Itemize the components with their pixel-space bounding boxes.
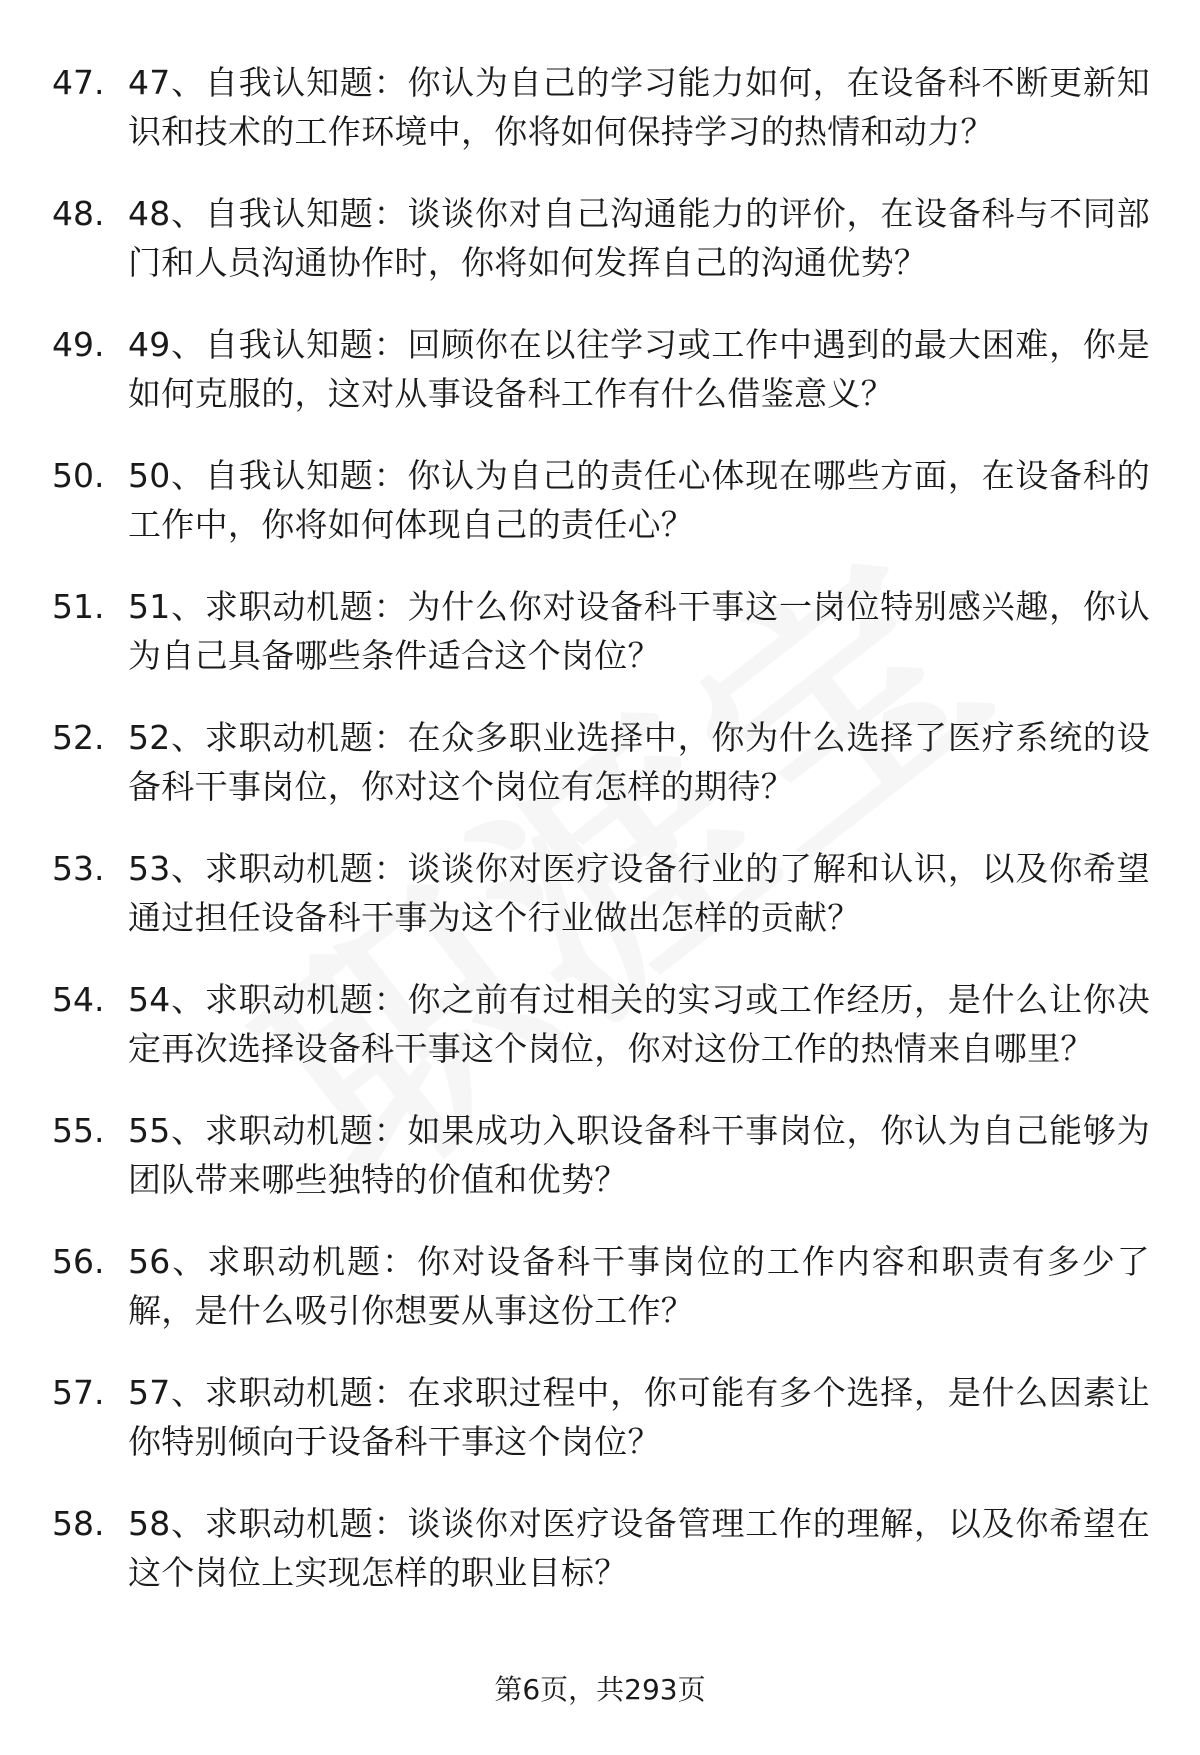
question-text: 53、求职动机题：谈谈你对医疗设备行业的了解和认识，以及你希望通过担任设备科干事为这个行业做出怎样的贡献？ [128, 849, 1150, 937]
question-number: 50. [52, 456, 105, 495]
question-number: 56. [52, 1242, 105, 1281]
question-text: 58、求职动机题：谈谈你对医疗设备管理工作的理解，以及你希望在这个岗位上实现怎样的职业目标？ [128, 1504, 1150, 1592]
question-text: 52、求职动机题：在众多职业选择中，你为什么选择了医疗系统的设备科干事岗位，你对这个岗位有怎样的期待？ [128, 718, 1150, 806]
question-number: 57. [52, 1373, 105, 1412]
question-item [0, 189, 1200, 287]
question-text: 56、求职动机题：你对设备科干事岗位的工作内容和职责有多少了解，是什么吸引你想要从事这份工作？ [128, 1242, 1150, 1330]
question-number: 58. [52, 1504, 105, 1543]
question-item [0, 844, 1200, 942]
question-item [0, 582, 1200, 680]
question-item [0, 451, 1200, 549]
question-number: 47. [52, 63, 105, 102]
question-item [0, 713, 1200, 811]
question-number: 55. [52, 1111, 105, 1150]
question-text: 51、求职动机题：为什么你对设备科干事这一岗位特别感兴趣，你认为自己具备哪些条件适合这个岗位？ [128, 587, 1150, 675]
question-number: 49. [52, 325, 105, 364]
question-text: 47、自我认知题：你认为自己的学习能力如何，在设备科不断更新知识和技术的工作环境中，你将如何保持学习的热情和动力？ [128, 63, 1150, 151]
question-text: 55、求职动机题：如果成功入职设备科干事岗位，你认为自己能够为团队带来哪些独特的价值和优势？ [128, 1111, 1150, 1199]
question-item [0, 975, 1200, 1073]
question-item [0, 58, 1200, 156]
question-text: 57、求职动机题：在求职过程中，你可能有多个选择，是什么因素让你特别倾向于设备科干事这个岗位？ [128, 1373, 1150, 1461]
question-text: 49、自我认知题：回顾你在以往学习或工作中遇到的最大困难，你是如何克服的，这对从事设备科工作有什么借鉴意义？ [128, 325, 1150, 413]
question-item [0, 1237, 1200, 1335]
question-item [0, 1106, 1200, 1204]
question-number: 53. [52, 849, 105, 888]
question-number: 52. [52, 718, 105, 757]
question-text: 50、自我认知题：你认为自己的责任心体现在哪些方面，在设备科的工作中，你将如何体现自己的责任心？ [128, 456, 1150, 544]
question-number: 51. [52, 587, 105, 626]
question-number: 48. [52, 194, 105, 233]
question-text: 48、自我认知题：谈谈你对自己沟通能力的评价，在设备科与不同部门和人员沟通协作时，你将如何发挥自己的沟通优势？ [128, 194, 1150, 282]
question-list [0, 58, 1200, 1630]
page-footer: 第6页，共293页 [494, 1673, 706, 1706]
question-item [0, 1368, 1200, 1466]
question-item [0, 1499, 1200, 1597]
question-text: 54、求职动机题：你之前有过相关的实习或工作经历，是什么让你决定再次选择设备科干事这个岗位，你对这份工作的热情来自哪里？ [128, 980, 1150, 1068]
question-number: 54. [52, 980, 105, 1019]
question-item [0, 320, 1200, 418]
